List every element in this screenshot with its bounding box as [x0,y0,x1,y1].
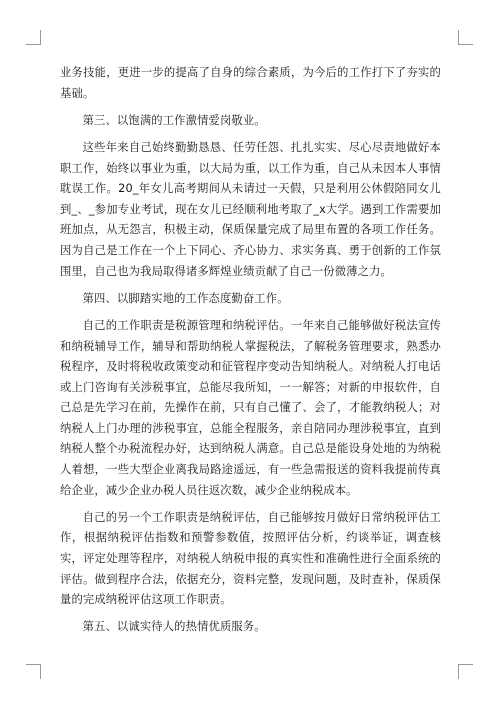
section-heading-5: 第五、以诚实待人的热情优质服务。 [82,620,266,634]
section-heading-4: 第四、以脚踏实地的工作态度勤奋工作。 [82,291,289,305]
section-heading-3: 第三、以饱满的工作激情爱岗敬业。 [82,113,266,127]
paragraph: 自己的工作职责是税源管理和纳税评估。一年来自己能够做好税法宣传和纳税辅导工作，辅导和帮助纳税人掌握税法，了解税务管理要求，熟悉办税程序，及时将税收政策变动和征管程序变动告知纳税人。对纳税人打电话或上门咨询有关涉税事宜，总能尽我所知，一一解答；对新的申报软件，自己总是先学习在前，先操作在前，只有自己懂了、会了，才能教纳税人；对纳税人上门办理的涉税事宜，总能全程服务，亲自陪同办理涉税事宜，直到纳税人整个办税流程办好，达到纳税人满意。自己总是能设身处地的为纳税人着想，一些大型企业离我局路途遥远，有一些急需报送的资料我提前传真给企业，减少企业办税人员往返次数，减少企业纳税成本。 [60,318,441,497]
paragraph: 这些年来自己始终勤勤恳恳、任劳任怨、扎扎实实、尽心尽责地做好本职工作，始终以事业为重，以大局为重，以工作为重，自己从未因本人事情耽误工作。20_年女儿高考期间从未请过一天假，只是利用公休假陪同女儿到_、_参加专业考试，现在女儿已经顺利地考取了_x大学。遇到工作需要加班加点，从无怨言，积极主动，保质保量完成了局里布置的各项工作任务。因为自己是工作在一个上下同心、齐心协力、求实务真、勇于创新的工作氛围里，自己也为我局取得诸多辉煌业绩贡献了自己一份微薄之力。 [60,140,441,278]
crop-mark-bottom-right [458,664,473,679]
paragraph-continuation: 业务技能，更进一步的提高了自身的综合素质，为今后的工作打下了夯实的基础。 [60,66,441,100]
crop-mark-top-left [26,30,41,45]
paragraph: 自己的另一个工作职责是纳税评估，自己能够按月做好日常纳税评估工作，根据纳税评估指数和预警参数值，按照评估分析，约谈举证，调查核实，评定处理等程序，对纳税人纳税申报的真实性和准确性进行全面系统的评估。做到程序合法，依据充分，资料完整，发现问题，及时查补，保质保量的完成纳税评估这项工作职责。 [60,510,441,607]
document-body [60,63,441,645]
crop-mark-top-right [458,30,473,45]
crop-mark-bottom-left [26,664,41,679]
